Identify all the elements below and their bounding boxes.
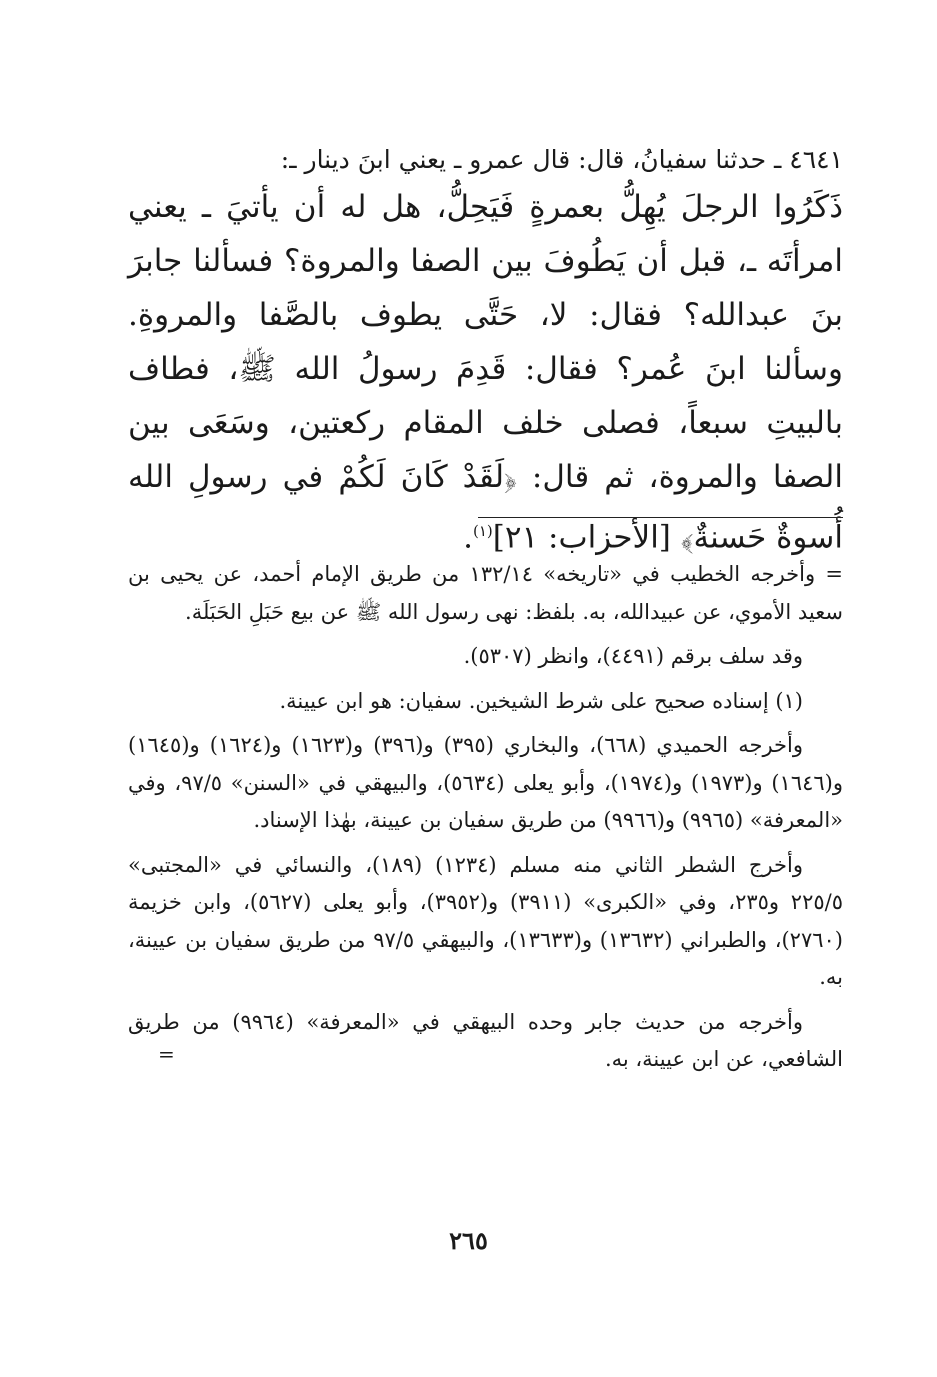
hadith-text: ذَكَرُوا الرجلَ يُهِلُّ بعمرةٍ فَيَحِلُّ، هل له أن يأتيَ ـ يعني امرأتَه ـ، قبل أن يَطُوفَ بين الصفا والمروة؟ فسألنا جابرَ بنَ عبدالله؟ فقال: لا، حَتَّى يطوف بالصَّفا والمروةِ. وسألنا ابنَ عُمر؟ فقال: قَدِمَ رسولُ الله ﷺ، فطاف بالبيتِ سبعاً، فصلى خلف المقام ركعتين، وسَعَى بين الصفا والمروة، ثم قال: ﴿لَقَدْ كَانَ لَكُمْ في رسولِ الله أُسوةٌ حَسنةٌ﴾ [الأحزاب: ٢١]	[128, 189, 843, 556]
footnote-1-paragraph: وأخرجه الحميدي (٦٦٨)، والبخاري (٣٩٥) و(٣٩٦) و(١٦٢٣) و(١٦٢٤) و(١٦٤٥) و(١٦٤٦) و(١٩٧٣) و(١٩٧٤)، وأبو يعلى (٥٦٣٤)، والبيهقي في «السنن» ٩٧/٥، وفي «المعرفة» (٩٩٦٥) و(٩٩٦٦) من طريق سفيان بن عيينة، بهٰذا الإسناد.	[128, 733, 844, 832]
hadith-end-punct: .	[463, 519, 473, 556]
footnote-1-intro: (١) إسناده صحيح على شرط الشيخين. سفيان: هو ابن عيينة.	[279, 688, 803, 713]
footnote-continuation: = وأخرجه الخطيب في «تاريخه» ١٣٢/١٤ من طريق الإمام أحمد، عن يحيى بن سعيد الأموي، عن عبيدالله، به. بلفظ: نهى رسول الله ﷺ عن بيع حَبَلِ الحَبَلَة.	[128, 562, 843, 624]
footnote-1-paragraph: وأخرج الشطر الثاني منه مسلم (١٢٣٤) (١٨٩)، والنسائي في «المجتبى» ٢٢٥/٥ و٢٣٥، وفي «الكبرى» (٣٩١١) و(٣٩٥٢)، وأبو يعلى (٥٦٢٧)، وابن خزيمة (٢٧٦٠)، والطبراني (١٣٦٣٢) و(١٣٦٣٣)، والبيهقي ٩٧/٥ من طريق سفيان بن عيينة، به.	[128, 852, 843, 989]
footnote-marker[interactable]: (١)	[472, 522, 493, 540]
hadith-heading: ٤٦٤١ ـ حدثنا سفيانُ، قال: قال عمرو ـ يعني ابنَ دينار ـ:	[280, 145, 843, 174]
continues-mark: =	[158, 1042, 175, 1066]
footnotes	[128, 556, 843, 1086]
footnote-1-paragraph: وأخرجه من حديث جابر وحده البيهقي في «المعرفة» (٩٩٦٤) من طريق الشافعي، عن ابن عيينة، به.	[128, 1009, 843, 1071]
footnote-divider	[478, 517, 843, 518]
page-number: ٢٦٥	[449, 1226, 488, 1255]
footnote-previously: وقد سلف برقم (٤٤٩١)، وانظر (٥٣٠٧).	[463, 644, 803, 668]
hadith-text-paragraph	[128, 180, 843, 564]
main-text-block	[128, 140, 843, 564]
hadith-body	[128, 180, 843, 564]
